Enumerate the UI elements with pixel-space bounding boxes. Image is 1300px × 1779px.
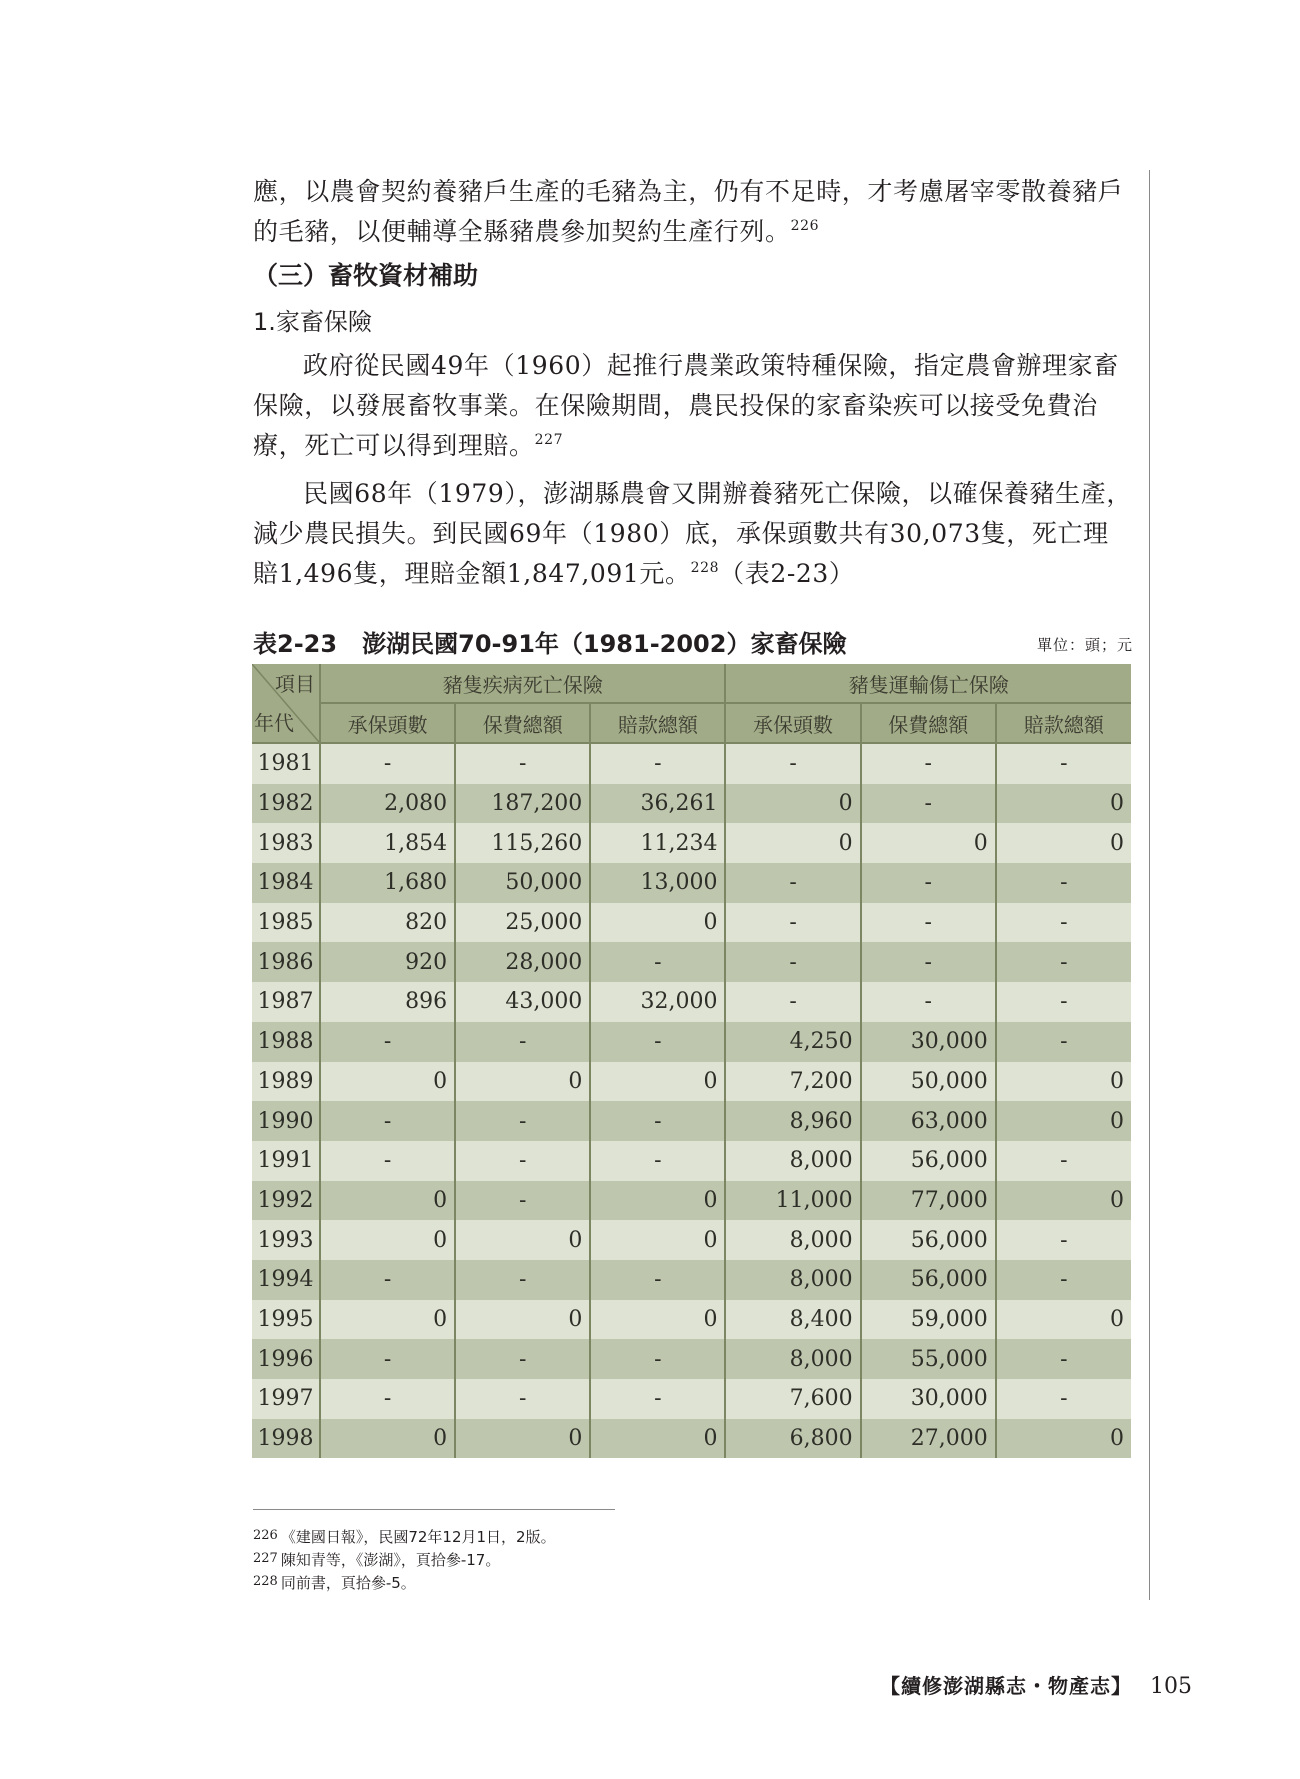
data-cell: -	[996, 903, 1131, 943]
table-title	[253, 624, 846, 659]
table-title-text: 澎湖民國70-91年（1981-2002）家畜保險	[362, 630, 847, 658]
year-cell: 1986	[252, 942, 320, 982]
data-cell: 77,000	[861, 1181, 996, 1221]
year-cell: 1992	[252, 1181, 320, 1221]
year-cell: 1988	[252, 1022, 320, 1062]
footnotes	[253, 1525, 556, 1594]
data-cell: 8,000	[725, 1141, 860, 1181]
section-heading: （三）畜牧資材補助	[253, 261, 479, 290]
footnote-number: 226	[253, 1528, 278, 1543]
data-cell: 0	[590, 903, 725, 943]
data-cell: 43,000	[455, 982, 590, 1022]
table-row	[252, 1339, 1131, 1379]
table-row	[252, 1419, 1131, 1459]
data-cell: 7,200	[725, 1062, 860, 1102]
data-cell: -	[861, 863, 996, 903]
data-cell: 0	[996, 784, 1131, 824]
year-cell: 1982	[252, 784, 320, 824]
data-cell: -	[996, 1379, 1131, 1419]
data-cell: -	[320, 1141, 455, 1181]
table-caption	[253, 624, 1133, 660]
table-number: 表2-23	[253, 630, 338, 658]
data-cell: 32,000	[590, 982, 725, 1022]
data-cell: -	[725, 863, 860, 903]
year-cell: 1997	[252, 1379, 320, 1419]
table-row	[252, 784, 1131, 824]
table-row	[252, 1181, 1131, 1221]
subsection-heading: 1.家畜保險	[253, 308, 372, 336]
data-cell: 0	[590, 1419, 725, 1459]
data-cell: 30,000	[861, 1379, 996, 1419]
data-cell: 8,000	[725, 1260, 860, 1300]
data-cell: 1,680	[320, 863, 455, 903]
data-cell: -	[455, 1379, 590, 1419]
column-header: 賠款總額	[590, 703, 725, 743]
data-cell: 0	[861, 823, 996, 863]
footnote-divider	[253, 1509, 615, 1510]
data-cell: -	[590, 1022, 725, 1062]
footnote-text: 同前書，頁拾參-5。	[280, 1574, 416, 1592]
table-row	[252, 1300, 1131, 1340]
data-cell: -	[455, 1141, 590, 1181]
data-cell: -	[725, 942, 860, 982]
year-cell: 1983	[252, 823, 320, 863]
table-row	[252, 743, 1131, 784]
footnote-ref-228[interactable]: 228	[690, 560, 720, 576]
data-cell: -	[996, 1141, 1131, 1181]
group-header-transport: 豬隻運輸傷亡保險	[725, 664, 1131, 703]
data-cell: -	[996, 982, 1131, 1022]
table-row	[252, 863, 1131, 903]
data-cell: 30,000	[861, 1022, 996, 1062]
footnote-item	[253, 1571, 556, 1594]
data-cell: 0	[590, 1300, 725, 1340]
data-cell: 0	[320, 1220, 455, 1260]
table-row	[252, 1062, 1131, 1102]
table-row	[252, 823, 1131, 863]
livestock-insurance-table	[252, 664, 1131, 1458]
data-cell: -	[320, 1339, 455, 1379]
year-cell: 1984	[252, 863, 320, 903]
data-cell: 1,854	[320, 823, 455, 863]
paragraph-1	[253, 172, 1133, 252]
column-header: 保費總額	[455, 703, 590, 743]
paragraph-2-text: 政府從民國49年（1960）起推行農業政策特種保險，指定農會辦理家畜保險，以發展畜牧事業。在保險期間，農民投保的家畜染疾可以接受免費治療，死亡可以得到理賠。	[253, 351, 1119, 460]
data-cell: 8,000	[725, 1220, 860, 1260]
year-cell: 1981	[252, 743, 320, 784]
table-unit: 單位：頭；元	[1036, 636, 1133, 654]
year-cell: 1987	[252, 982, 320, 1022]
data-cell: -	[455, 1101, 590, 1141]
header-row-groups	[252, 664, 1131, 703]
data-cell: 36,261	[590, 784, 725, 824]
page-number: 105	[1150, 1674, 1192, 1699]
table-row	[252, 1220, 1131, 1260]
year-cell: 1995	[252, 1300, 320, 1340]
data-cell: -	[590, 743, 725, 784]
data-cell: 0	[320, 1419, 455, 1459]
data-cell: -	[320, 1022, 455, 1062]
table-row	[252, 1022, 1131, 1062]
year-cell: 1991	[252, 1141, 320, 1181]
data-cell: 11,000	[725, 1181, 860, 1221]
data-cell: 28,000	[455, 942, 590, 982]
data-cell: -	[320, 1101, 455, 1141]
data-cell: -	[455, 1181, 590, 1221]
data-cell: 0	[455, 1220, 590, 1260]
data-cell: 8,000	[725, 1339, 860, 1379]
data-cell: -	[320, 1260, 455, 1300]
table-row	[252, 1379, 1131, 1419]
data-cell: 8,400	[725, 1300, 860, 1340]
data-cell: 0	[996, 1062, 1131, 1102]
data-cell: -	[590, 1260, 725, 1300]
data-cell: -	[455, 1339, 590, 1379]
table-row	[252, 903, 1131, 943]
data-cell: 0	[320, 1300, 455, 1340]
data-cell: 0	[590, 1220, 725, 1260]
data-cell: 0	[320, 1181, 455, 1221]
data-cell: -	[861, 982, 996, 1022]
table-body	[252, 743, 1131, 1458]
column-header: 承保頭數	[320, 703, 455, 743]
data-cell: -	[725, 903, 860, 943]
data-cell: -	[320, 743, 455, 784]
data-cell: 115,260	[455, 823, 590, 863]
data-cell: -	[590, 942, 725, 982]
data-cell: -	[455, 743, 590, 784]
data-cell: 820	[320, 903, 455, 943]
data-cell: 896	[320, 982, 455, 1022]
data-cell: -	[455, 1022, 590, 1062]
data-cell: 0	[590, 1181, 725, 1221]
table-row	[252, 1260, 1131, 1300]
data-cell: 56,000	[861, 1260, 996, 1300]
page-footer	[880, 1670, 1192, 1699]
data-cell: 0	[455, 1062, 590, 1102]
footnote-text: 《建國日報》，民國72年12月1日，2版。	[280, 1528, 556, 1546]
footnote-number: 228	[253, 1574, 278, 1589]
book-title: 【續修澎湖縣志・物產志】	[880, 1674, 1132, 1698]
corner-item-label: 項目	[275, 672, 315, 696]
data-cell: -	[590, 1141, 725, 1181]
table-reference: （表2-23）	[719, 559, 855, 588]
footnote-number: 227	[253, 1551, 278, 1566]
paragraph-3	[253, 474, 1133, 594]
column-header: 保費總額	[861, 703, 996, 743]
footnote-ref-227[interactable]: 227	[534, 432, 564, 448]
data-cell: 187,200	[455, 784, 590, 824]
data-cell: -	[861, 942, 996, 982]
data-cell: -	[996, 942, 1131, 982]
data-cell: 25,000	[455, 903, 590, 943]
data-cell: -	[996, 1220, 1131, 1260]
data-cell: -	[590, 1379, 725, 1419]
data-cell: -	[996, 863, 1131, 903]
year-cell: 1996	[252, 1339, 320, 1379]
header-row-columns	[252, 703, 1131, 743]
data-cell: 59,000	[861, 1300, 996, 1340]
data-cell: -	[861, 784, 996, 824]
data-cell: -	[996, 1022, 1131, 1062]
data-cell: -	[725, 743, 860, 784]
data-cell: 56,000	[861, 1220, 996, 1260]
data-cell: 0	[996, 1181, 1131, 1221]
data-cell: 0	[725, 823, 860, 863]
data-cell: 2,080	[320, 784, 455, 824]
data-cell: -	[996, 743, 1131, 784]
data-cell: 0	[996, 1300, 1131, 1340]
data-cell: 0	[996, 1419, 1131, 1459]
data-cell: 0	[996, 1101, 1131, 1141]
column-header: 承保頭數	[725, 703, 860, 743]
year-cell: 1990	[252, 1101, 320, 1141]
data-cell: 56,000	[861, 1141, 996, 1181]
paragraph-2	[253, 346, 1133, 466]
data-cell: 50,000	[861, 1062, 996, 1102]
column-header: 賠款總額	[996, 703, 1131, 743]
footnote-item	[253, 1548, 556, 1571]
data-cell: -	[320, 1379, 455, 1419]
data-cell: -	[725, 982, 860, 1022]
data-cell: 50,000	[455, 863, 590, 903]
table-row	[252, 942, 1131, 982]
paragraph-1-text: 應，以農會契約養豬戶生產的毛豬為主，仍有不足時，才考慮屠宰零散養豬戶的毛豬，以便輔導全縣豬農參加契約生產行列。	[253, 177, 1124, 246]
corner-year-label: 年代	[254, 711, 294, 735]
table-row	[252, 1141, 1131, 1181]
data-cell: 920	[320, 942, 455, 982]
footnote-item	[253, 1525, 556, 1548]
data-cell: 7,600	[725, 1379, 860, 1419]
data-cell: -	[590, 1339, 725, 1379]
footnote-ref-226[interactable]: 226	[790, 218, 820, 234]
year-cell: 1993	[252, 1220, 320, 1260]
margin-rule	[1149, 170, 1150, 1600]
footnote-text: 陳知青等，《澎湖》，頁拾參-17。	[280, 1551, 501, 1569]
year-cell: 1994	[252, 1260, 320, 1300]
data-cell: -	[996, 1339, 1131, 1379]
corner-header	[252, 664, 320, 743]
data-cell: 6,800	[725, 1419, 860, 1459]
data-cell: 0	[590, 1062, 725, 1102]
data-cell: 0	[996, 823, 1131, 863]
data-cell: 0	[725, 784, 860, 824]
group-header-disease: 豬隻疾病死亡保險	[320, 664, 725, 703]
data-cell: -	[455, 1260, 590, 1300]
data-cell: 55,000	[861, 1339, 996, 1379]
data-cell: 63,000	[861, 1101, 996, 1141]
data-cell: 0	[455, 1419, 590, 1459]
year-cell: 1989	[252, 1062, 320, 1102]
data-cell: 11,234	[590, 823, 725, 863]
table-row	[252, 1101, 1131, 1141]
data-cell: 8,960	[725, 1101, 860, 1141]
paragraph-3-text: 民國68年（1979），澎湖縣農會又開辦養豬死亡保險，以確保養豬生產，減少農民損失。到民國69年（1980）底，承保頭數共有30,073隻，死亡理賠1,496隻，理賠金額1,847,091元。	[253, 479, 1132, 588]
year-cell: 1985	[252, 903, 320, 943]
table-row	[252, 982, 1131, 1022]
data-cell: 27,000	[861, 1419, 996, 1459]
data-cell: -	[861, 903, 996, 943]
data-cell: -	[996, 1260, 1131, 1300]
data-cell: 4,250	[725, 1022, 860, 1062]
data-cell: 0	[320, 1062, 455, 1102]
data-cell: -	[590, 1101, 725, 1141]
data-cell: 0	[455, 1300, 590, 1340]
data-cell: 13,000	[590, 863, 725, 903]
year-cell: 1998	[252, 1419, 320, 1459]
data-cell: -	[861, 743, 996, 784]
